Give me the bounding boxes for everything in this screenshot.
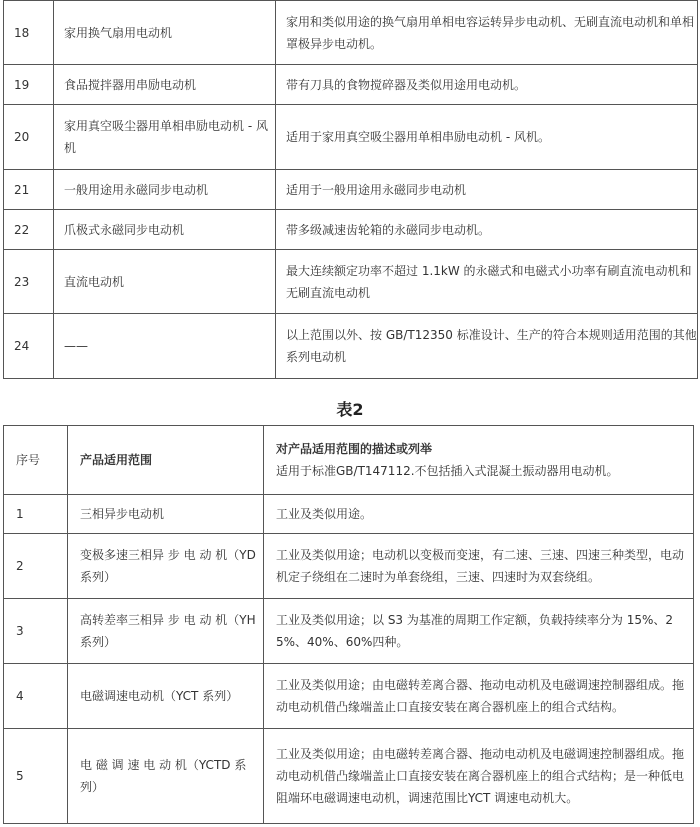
- scope-description: 家用和类似用途的换气扇用单相电容运转异步电动机、无刷直流电动机和单相罩极异步电动机。: [276, 1, 698, 65]
- scope-description: 工业及类似用途；由电磁转差离合器、拖动电动机及电磁调速控制器组成。拖动电动机借凸缘端盖止口直接安装在离合器机座上的组合式结构；是一种低电阻端环电磁调速电动机，调速范围比YCT 调速电动机大。: [264, 729, 694, 824]
- table-2: [3, 425, 694, 824]
- header-number: 序号: [4, 426, 68, 495]
- table-2-title: 表2: [336, 400, 364, 419]
- product-scope: 家用真空吸尘器用单相串励电动机 - 风机: [54, 105, 276, 170]
- table-row: [4, 65, 698, 105]
- product-scope: 食品搅拌器用串励电动机: [54, 65, 276, 105]
- product-scope: 三相异步电动机: [68, 495, 264, 534]
- header-scope: 产品适用范围: [68, 426, 264, 495]
- row-number: 22: [4, 210, 54, 250]
- row-number: 4: [4, 664, 68, 729]
- row-number: 23: [4, 250, 54, 314]
- row-number: 19: [4, 65, 54, 105]
- scope-description: 工业及类似用途；电动机以变极而变速，有二速、三速、四速三种类型，电动机定子绕组在二速时为单套绕组，三速、四速时为双套绕组。: [264, 534, 694, 599]
- product-scope: 高转差率三相异 步 电 动 机（YH 系列）: [68, 599, 264, 664]
- table-row: [4, 210, 698, 250]
- table-1: [3, 0, 698, 379]
- row-number: 24: [4, 314, 54, 379]
- product-scope: 一般用途用永磁同步电动机: [54, 170, 276, 210]
- scope-description: 带多级减速齿轮箱的永磁同步电动机。: [276, 210, 698, 250]
- scope-description: 工业及类似用途；以 S3 为基准的周期工作定额，负载持续率分为 15%、25%、40%、60%四种。: [264, 599, 694, 664]
- product-scope: ——: [54, 314, 276, 379]
- scope-description: 适用于家用真空吸尘器用单相串励电动机 - 风机。: [276, 105, 698, 170]
- table-row: [4, 534, 694, 599]
- product-scope: 直流电动机: [54, 250, 276, 314]
- table-row: [4, 729, 694, 824]
- row-number: 21: [4, 170, 54, 210]
- scope-description: 工业及类似用途。: [264, 495, 694, 534]
- table-header-row: [4, 426, 694, 495]
- row-number: 3: [4, 599, 68, 664]
- table-row: [4, 664, 694, 729]
- table-row: [4, 314, 698, 379]
- scope-description: 工业及类似用途；由电磁转差离合器、拖动电动机及电磁调速控制器组成。拖动电动机借凸缘端盖止口直接安装在离合器机座上的组合式结构。: [264, 664, 694, 729]
- row-number: 18: [4, 1, 54, 65]
- table-row: [4, 599, 694, 664]
- scope-description: 带有刀具的食物搅碎器及类似用途用电动机。: [276, 65, 698, 105]
- product-scope: 电磁调速电动机（YCT 系列）: [68, 664, 264, 729]
- row-number: 5: [4, 729, 68, 824]
- table-row: [4, 495, 694, 534]
- scope-description: 最大连续额定功率不超过 1.1kW 的永磁式和电磁式小功率有刷直流电动机和无刷直流电动机: [276, 250, 698, 314]
- product-scope: 变极多速三相异 步 电 动 机（YD 系列）: [68, 534, 264, 599]
- scope-description: 适用于一般用途用永磁同步电动机: [276, 170, 698, 210]
- header-description: [264, 426, 694, 495]
- product-scope: 家用换气扇用电动机: [54, 1, 276, 65]
- row-number: 1: [4, 495, 68, 534]
- header-description-note: 适用于标准GB/T147112.不包括插入式混凝土振动器用电动机。: [276, 464, 619, 478]
- row-number: 20: [4, 105, 54, 170]
- product-scope: 爪极式永磁同步电动机: [54, 210, 276, 250]
- product-scope: 电 磁 调 速 电 动 机（YCTD 系列）: [68, 729, 264, 824]
- header-description-title: 对产品适用范围的描述或列举: [276, 442, 433, 456]
- row-number: 2: [4, 534, 68, 599]
- table-row: [4, 250, 698, 314]
- table-row: [4, 1, 698, 65]
- table-row: [4, 105, 698, 170]
- table-row: [4, 170, 698, 210]
- scope-description: 以上范围以外、按 GB/T12350 标准设计、生产的符合本规则适用范围的其他系列电动机: [276, 314, 698, 379]
